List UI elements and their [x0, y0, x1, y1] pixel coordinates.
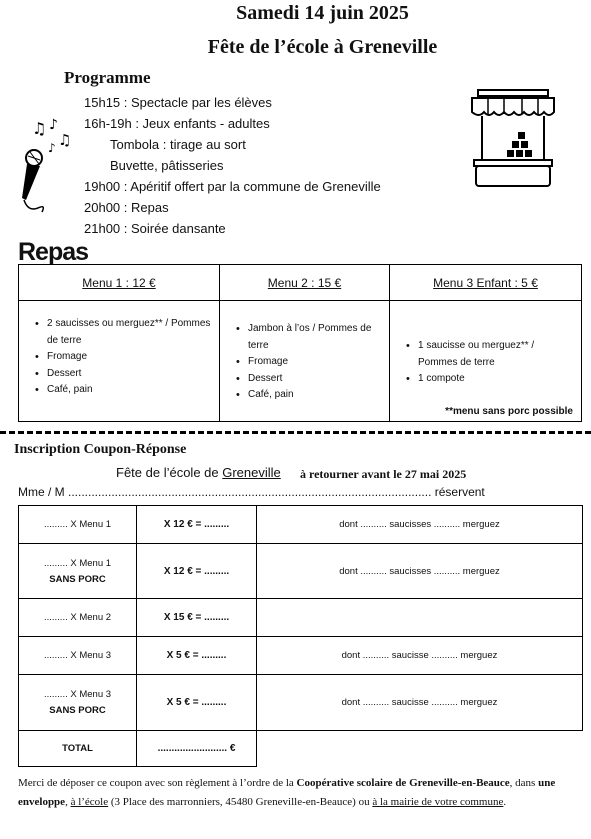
order-price: X 5 € = ......... [137, 637, 257, 675]
svg-text:♫: ♫ [32, 119, 47, 138]
total-value: ......................... € [137, 731, 257, 767]
menu-items [404, 338, 574, 388]
no-pork-note: **menu sans porc possible [445, 406, 573, 417]
footer-instructions [18, 774, 584, 812]
repas-title: Repas [18, 238, 89, 266]
order-label [19, 675, 137, 731]
coupon-deadline: à retourner avant le 27 mai 2025 [300, 467, 467, 481]
menu-item: • Café, pain [33, 382, 213, 399]
order-quantity: ......... X Menu 2 [43, 612, 112, 623]
menu-item: • Fromage [33, 349, 213, 366]
svg-text:♫: ♫ [58, 131, 72, 149]
order-label [19, 544, 137, 599]
menu-items [33, 316, 213, 399]
order-label [19, 506, 137, 544]
order-detail: dont .......... saucisse .......... merguez [257, 675, 583, 731]
table-row [19, 544, 583, 599]
order-detail [257, 599, 583, 637]
event-title: Fête de l’école à Greneville [207, 36, 438, 58]
menu-column [389, 265, 581, 421]
menu-item: • Dessert [33, 366, 213, 383]
total-row [19, 731, 583, 767]
footer-text: . [503, 796, 507, 808]
programme-line: 16h-19h : Jeux enfants - adultes [84, 116, 270, 131]
order-detail: dont .......... saucisses .......... merguez [257, 544, 583, 599]
menu-column [219, 265, 389, 421]
order-price: X 15 € = ......... [137, 599, 257, 637]
programme-title: Programme [64, 68, 151, 87]
order-price: X 12 € = ......... [137, 506, 257, 544]
menu-item: • 2 saucisses ou merguez** / Pommes de terre [33, 316, 213, 349]
table-row [19, 599, 583, 637]
total-label: TOTAL [19, 731, 137, 767]
menu-header: Menu 3 Enfant : 5 € [390, 265, 581, 301]
footer-text: Merci de déposer ce coupon avec son règlement à l’ordre de la [18, 777, 297, 789]
order-quantity: ......... X Menu 3 [43, 689, 112, 700]
programme-line: 20h00 : Repas [84, 200, 169, 215]
stall-icon [468, 86, 558, 190]
footer-text: (3 Place des marronniers, 45480 Greneville-en-Beauce) ou [108, 796, 373, 808]
event-date: Samedi 14 juin 2025 [236, 2, 409, 24]
table-row [19, 675, 583, 731]
order-price: X 5 € = ......... [137, 675, 257, 731]
footer-text: , [65, 796, 71, 808]
menu-header: Menu 2 : 15 € [220, 265, 389, 301]
table-row [19, 637, 583, 675]
school-text: à l’école [70, 796, 109, 808]
order-label [19, 637, 137, 675]
menu-item: • 1 saucisse ou merguez** / Pommes de terre [404, 338, 574, 371]
cut-line [0, 431, 591, 434]
programme-line: 19h00 : Apéritif offert par la commune de Greneville [84, 179, 381, 194]
coupon-title: Inscription Coupon-Réponse [14, 442, 187, 457]
microphone-icon [12, 112, 82, 222]
order-label [19, 599, 137, 637]
empty-cell [257, 731, 583, 767]
menu-item: • Jambon à l’os / Pommes de terre [234, 321, 386, 354]
programme-line: Buvette, pâtisseries [110, 158, 224, 173]
name-line: Mme / M ............................................................................................................. réservent [18, 485, 485, 499]
menu-items [234, 321, 386, 404]
order-detail: dont .......... saucisse .......... merguez [257, 637, 583, 675]
order-quantity: ......... X Menu 1 [43, 519, 112, 530]
sans-porc-label: SANS PORC [49, 573, 106, 585]
menu-item: • Dessert [234, 371, 386, 388]
programme-line: 21h00 : Soirée dansante [84, 221, 226, 236]
envelope-text: une enveloppe [18, 777, 556, 808]
music-notes-icon [32, 117, 71, 155]
coop-name: Coopérative scolaire de Greneville-en-Beauce [296, 777, 510, 789]
order-price: X 12 € = ......... [137, 544, 257, 599]
sans-porc-label: SANS PORC [49, 705, 106, 716]
mairie-text: à la mairie de votre commune [372, 796, 504, 808]
coupon-school-town: Greneville [222, 465, 281, 480]
order-table [18, 505, 583, 767]
coupon-school [116, 465, 281, 480]
footer-text: , dans [509, 777, 539, 789]
svg-text:♪: ♪ [49, 117, 58, 133]
menu-item: • Fromage [234, 354, 386, 371]
programme-line: 15h15 : Spectacle par les élèves [84, 95, 272, 110]
order-detail: dont .......... saucisses .......... merguez [257, 506, 583, 544]
menu-item: • Café, pain [234, 387, 386, 404]
order-quantity: ......... X Menu 1 [43, 557, 112, 569]
menus-table [18, 264, 582, 422]
coupon-school-prefix: Fête de l’école de [116, 465, 223, 480]
menu-column [19, 265, 219, 421]
programme-line: Tombola : tirage au sort [110, 137, 246, 152]
menu-header: Menu 1 : 12 € [19, 265, 219, 301]
order-quantity: ......... X Menu 3 [43, 650, 112, 661]
table-row [19, 506, 583, 544]
svg-text:♪: ♪ [48, 141, 56, 155]
menu-item: • 1 compote [404, 371, 574, 388]
